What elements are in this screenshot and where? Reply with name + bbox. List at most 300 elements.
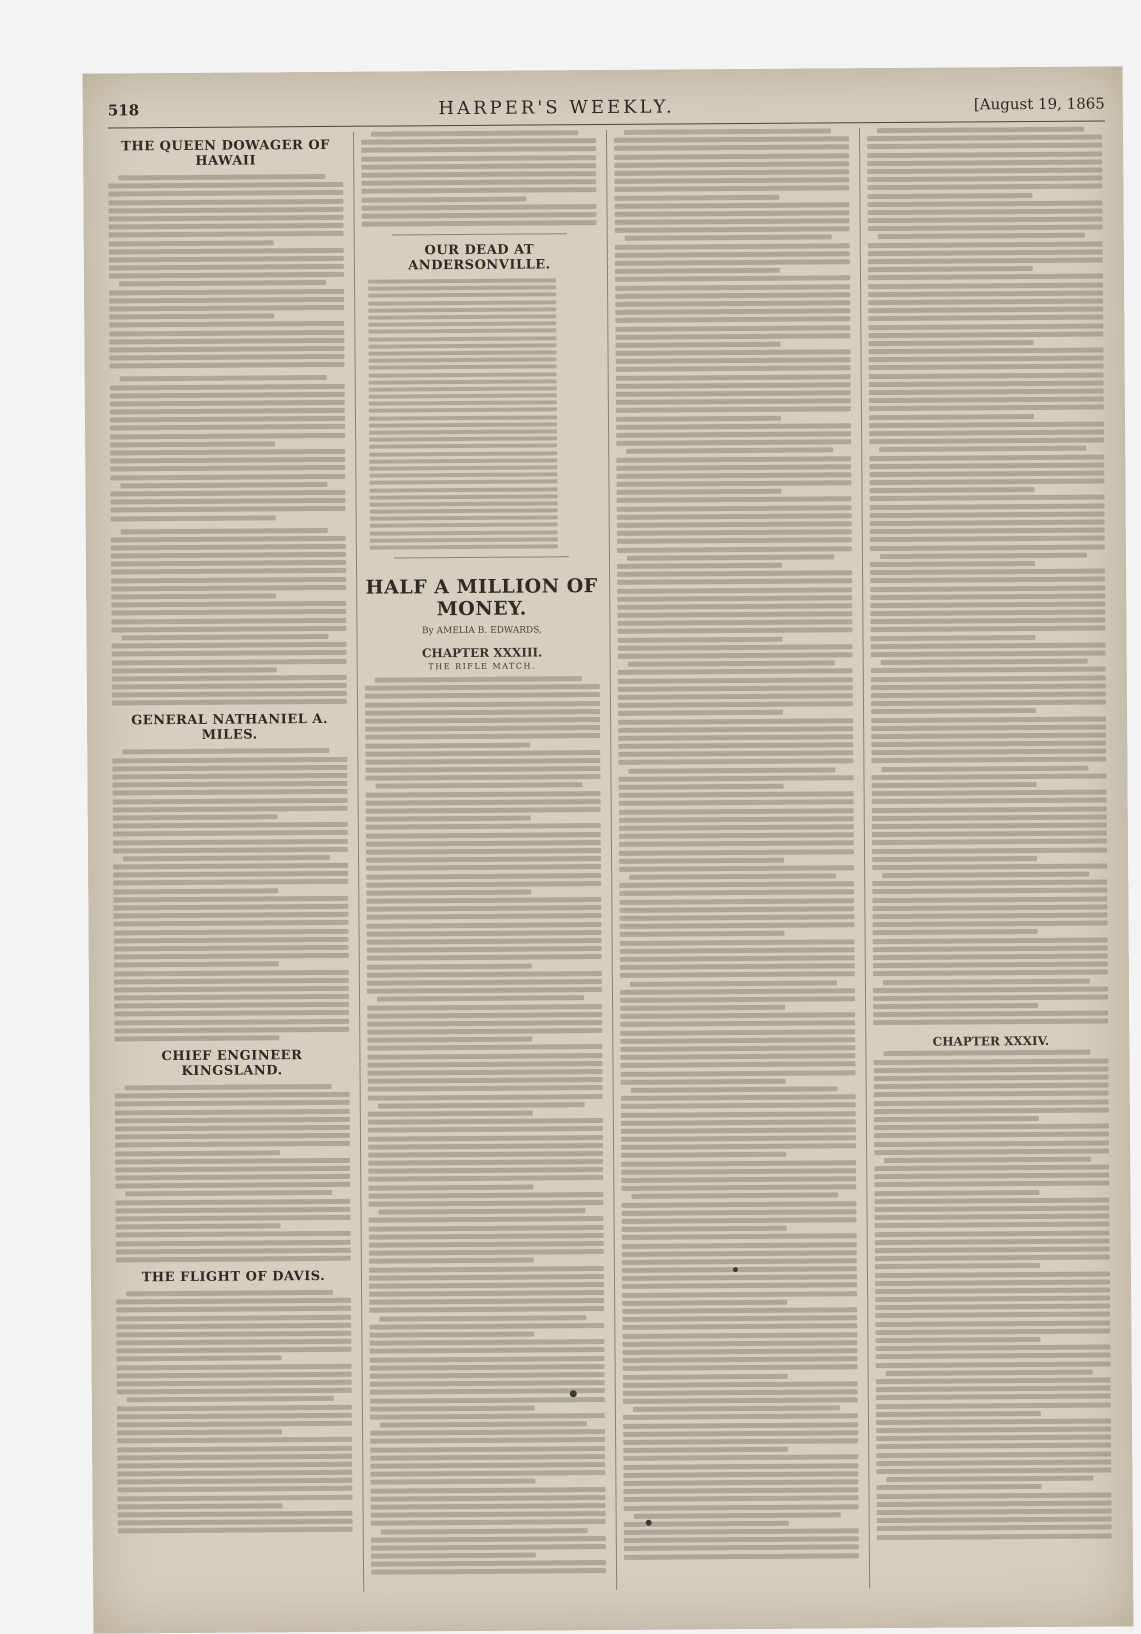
text-line (868, 217, 1103, 224)
text-line (622, 1300, 787, 1306)
text-line (370, 1479, 535, 1485)
text-line (117, 1388, 352, 1395)
text-line (872, 856, 1037, 862)
text-line (369, 415, 557, 420)
text-line (870, 569, 1105, 576)
text-line (617, 546, 852, 553)
column-3 (614, 128, 859, 1590)
publication-title: HARPER'S WEEKLY. (438, 96, 675, 119)
text-line (369, 350, 557, 355)
text-line (870, 528, 1105, 535)
text-line (874, 1083, 1109, 1090)
text-line (875, 1320, 1110, 1327)
text-line (369, 1339, 604, 1346)
text-line (623, 1487, 858, 1494)
text-line (617, 595, 852, 602)
text-line (620, 1021, 855, 1028)
text-line (615, 317, 850, 324)
text-line (110, 490, 345, 497)
text-line (617, 587, 852, 594)
text-line (876, 1443, 1111, 1450)
text-line (116, 1223, 281, 1229)
text-line (621, 1152, 786, 1158)
text-line (623, 1471, 858, 1478)
text-line (869, 462, 1104, 469)
article-headline-andersonville: OUR DEAD AT ANDERSONVILLE. (408, 242, 551, 274)
text-line (117, 1404, 352, 1411)
article-body (115, 1084, 351, 1263)
text-line (871, 749, 1106, 756)
text-line (875, 1230, 1110, 1237)
text-line (121, 634, 328, 640)
text-line (624, 128, 831, 134)
text-line (631, 1193, 838, 1199)
text-line (116, 1314, 351, 1321)
text-line (620, 947, 855, 954)
text-line (369, 1298, 604, 1305)
text-line (619, 791, 854, 798)
text-line (871, 773, 1106, 780)
text-line (368, 1167, 603, 1174)
text-line (115, 1198, 350, 1205)
text-line (367, 922, 602, 929)
text-line (623, 1447, 788, 1453)
text-line (371, 1560, 606, 1567)
text-line (113, 871, 348, 878)
text-line (875, 1312, 1110, 1319)
text-line (874, 1197, 1109, 1204)
text-line (369, 1282, 604, 1289)
text-line (869, 372, 1104, 379)
text-line (874, 1173, 1109, 1180)
text-line (112, 773, 347, 780)
text-line (115, 1141, 350, 1148)
text-line (615, 284, 850, 291)
article-headline-queen-dowager: THE QUEEN DOWAGER OF HAWAII (121, 137, 330, 169)
text-line (623, 1479, 858, 1486)
text-line (108, 198, 343, 205)
text-line (634, 1512, 841, 1518)
text-line (113, 789, 348, 796)
text-line (365, 725, 600, 732)
text-line (370, 1437, 605, 1444)
text-line (615, 300, 850, 307)
text-line (118, 1527, 353, 1534)
text-line (367, 946, 602, 953)
text-line (365, 766, 600, 773)
text-line (868, 225, 1103, 232)
text-line (875, 1304, 1110, 1311)
text-line (619, 800, 854, 807)
text-line (368, 286, 556, 291)
text-line (115, 1166, 350, 1173)
text-line (870, 601, 1105, 608)
text-line (614, 202, 849, 209)
article-body (361, 130, 597, 227)
text-line (368, 1085, 603, 1092)
separator (394, 556, 569, 558)
text-line (369, 1225, 604, 1232)
text-line (623, 1373, 788, 1379)
serial-title: HALF A MILLION OF MONEY. (365, 575, 598, 621)
text-line (622, 1234, 857, 1241)
text-line (871, 741, 1106, 748)
text-line (361, 196, 526, 202)
text-line (376, 783, 583, 789)
text-line (370, 1364, 605, 1371)
text-line (365, 750, 600, 757)
text-line (361, 204, 596, 211)
text-line (120, 375, 327, 381)
text-line (371, 1568, 606, 1575)
text-line (614, 177, 849, 184)
text-line (618, 742, 853, 749)
text-line (618, 759, 853, 766)
text-line (878, 233, 1085, 239)
text-line (874, 1107, 1109, 1114)
text-line (126, 1290, 333, 1296)
text-line (117, 1363, 352, 1370)
text-line (361, 187, 596, 194)
text-line (871, 700, 1106, 707)
text-line (114, 953, 349, 960)
text-line (868, 340, 1033, 346)
text-line (619, 816, 854, 823)
text-line (623, 1414, 858, 1421)
text-line (623, 1397, 858, 1404)
text-line (615, 308, 850, 315)
text-line (623, 1438, 858, 1445)
text-line (872, 913, 1107, 920)
text-line (367, 979, 602, 986)
text-line (621, 1070, 856, 1077)
text-line (618, 775, 853, 782)
text-line (876, 1484, 1041, 1490)
text-line (370, 1372, 605, 1379)
text-line (109, 288, 344, 295)
text-line (361, 163, 596, 170)
text-line (623, 1365, 858, 1372)
text-line (370, 1397, 605, 1404)
text-line (112, 675, 347, 682)
text-line (617, 538, 852, 545)
text-line (622, 1315, 857, 1322)
text-line (621, 1094, 856, 1101)
masthead (108, 89, 1105, 126)
text-line (116, 1322, 351, 1329)
text-line (362, 212, 597, 219)
text-line (114, 937, 349, 944)
text-line (872, 839, 1107, 846)
text-line (873, 962, 1108, 969)
text-line (872, 888, 1107, 895)
text-line (867, 135, 1102, 142)
text-line (366, 873, 601, 880)
text-line (621, 1176, 856, 1183)
text-line (619, 808, 854, 815)
text-line (366, 832, 601, 839)
text-line (369, 444, 557, 449)
text-line (871, 724, 1106, 731)
text-line (113, 904, 348, 911)
text-line (620, 996, 855, 1003)
text-line (369, 1233, 604, 1240)
text-line (127, 1396, 334, 1402)
text-line (619, 865, 854, 872)
text-line (377, 995, 584, 1001)
text-line (365, 701, 600, 708)
chapter-33-heading: CHAPTER XXXIII. (421, 645, 543, 661)
text-line (615, 218, 850, 225)
text-line (375, 676, 582, 682)
text-line (615, 268, 780, 274)
text-line (368, 1069, 603, 1076)
article-body (614, 128, 859, 1559)
text-line (114, 1010, 349, 1017)
text-line (874, 1099, 1109, 1106)
text-line (368, 322, 556, 327)
text-line (366, 889, 531, 895)
text-line (367, 1004, 602, 1011)
text-line (370, 494, 558, 499)
text-line (877, 1508, 1112, 1515)
text-line (872, 896, 1107, 903)
text-line (111, 601, 346, 608)
text-line (622, 1275, 857, 1282)
text-line (622, 1291, 857, 1298)
text-line (876, 1451, 1111, 1458)
text-line (621, 1168, 856, 1175)
text-line (371, 1503, 606, 1510)
text-line (110, 416, 345, 423)
text-line (365, 758, 600, 765)
text-line (370, 1380, 605, 1387)
text-line (623, 1356, 858, 1363)
text-line (621, 1160, 856, 1167)
text-line (369, 429, 557, 434)
text-line (869, 348, 1104, 355)
text-line (370, 1487, 605, 1494)
text-line (115, 1157, 350, 1164)
text-line (118, 1503, 283, 1509)
article-body (116, 1290, 353, 1534)
text-line (615, 325, 850, 332)
text-line (869, 389, 1104, 396)
text-line (619, 906, 854, 913)
text-line (110, 362, 345, 369)
text-line (117, 1453, 352, 1460)
text-line (109, 314, 274, 320)
text-line (874, 1075, 1109, 1082)
text-line (616, 472, 851, 479)
text-line (117, 1437, 352, 1444)
text-line (617, 579, 852, 586)
text-line (115, 1182, 350, 1189)
text-line (614, 169, 849, 176)
text-line (370, 1446, 605, 1453)
text-line (868, 290, 1103, 297)
text-line (115, 1133, 350, 1140)
text-line (109, 248, 344, 255)
text-line (616, 489, 781, 495)
text-line (368, 1126, 603, 1133)
text-line (115, 1125, 350, 1132)
text-line (369, 480, 557, 485)
text-line (620, 988, 855, 995)
text-line (369, 1306, 604, 1313)
text-line (367, 954, 602, 961)
text-line (618, 751, 853, 758)
text-line (616, 439, 851, 446)
text-line (116, 1231, 351, 1238)
text-line (622, 1258, 857, 1265)
text-line (112, 756, 347, 763)
text-line (371, 1544, 606, 1551)
text-line (368, 1175, 603, 1182)
article-body (111, 527, 347, 706)
text-line (111, 536, 346, 543)
text-line (113, 830, 348, 837)
text-line (367, 1020, 602, 1027)
text-line (870, 561, 1035, 567)
text-line (873, 1003, 1038, 1009)
text-line (119, 280, 326, 286)
text-line (881, 765, 1088, 771)
text-line (876, 1394, 1111, 1401)
text-line (370, 530, 558, 535)
text-line (880, 552, 1087, 558)
text-line (867, 193, 1032, 199)
text-line (366, 856, 601, 863)
text-line (122, 748, 329, 754)
text-line (623, 1422, 858, 1429)
text-line (111, 498, 346, 505)
text-line (869, 421, 1104, 428)
text-line (876, 1468, 1111, 1475)
text-line (629, 873, 836, 879)
text-line (621, 1201, 856, 1208)
text-line (361, 171, 596, 178)
text-line (367, 938, 602, 945)
column-1 (108, 132, 353, 1594)
text-line (883, 978, 1090, 984)
text-line (875, 1279, 1110, 1286)
text-line (620, 1005, 785, 1011)
text-line (618, 636, 783, 642)
text-line (109, 272, 344, 279)
text-line (877, 1517, 1112, 1524)
text-line (870, 610, 1105, 617)
text-line (867, 176, 1102, 183)
text-line (616, 431, 851, 438)
text-line (369, 386, 557, 391)
page-number: 518 (107, 101, 140, 120)
text-line (117, 1429, 282, 1435)
text-line (616, 366, 851, 373)
text-line (366, 791, 601, 798)
text-line (369, 365, 557, 370)
text-line (110, 400, 345, 407)
issue-date: [August 19, 1865 (973, 94, 1105, 114)
text-line (870, 618, 1105, 625)
text-line (368, 293, 556, 298)
text-line (366, 848, 601, 855)
text-line (368, 1143, 603, 1150)
text-line (361, 179, 596, 186)
text-line (368, 1135, 603, 1142)
text-line (876, 1418, 1111, 1425)
text-line (875, 1345, 1110, 1352)
text-line (616, 407, 851, 414)
text-line (628, 767, 835, 773)
text-line (368, 1151, 603, 1158)
text-line (623, 1389, 858, 1396)
text-line (622, 1226, 787, 1232)
text-line (618, 652, 853, 659)
text-line (115, 1117, 350, 1124)
text-line (870, 503, 1105, 510)
text-line (108, 190, 343, 197)
text-line (110, 383, 345, 390)
text-line (869, 479, 1104, 486)
text-line (623, 1463, 858, 1470)
text-line (114, 994, 349, 1001)
text-line (870, 626, 1105, 633)
text-line (620, 922, 855, 929)
text-line (867, 143, 1102, 150)
text-line (883, 1050, 1090, 1056)
text-line (368, 329, 556, 334)
text-line (614, 136, 849, 143)
text-line (365, 692, 600, 699)
text-line (618, 710, 783, 716)
text-line (617, 513, 852, 520)
text-line (111, 515, 276, 521)
text-line (371, 1495, 606, 1502)
text-line (875, 1263, 1040, 1269)
text-line (113, 822, 348, 829)
text-line (367, 1012, 602, 1019)
text-line (116, 1331, 351, 1338)
text-line (114, 945, 349, 952)
text-line (621, 1144, 856, 1151)
text-line (619, 914, 854, 921)
text-line (622, 1217, 857, 1224)
text-line (615, 227, 850, 234)
text-line (869, 438, 1104, 445)
text-line (874, 1132, 1109, 1139)
text-line (868, 323, 1103, 330)
text-line (109, 207, 344, 214)
text-line (109, 305, 344, 312)
text-line (614, 186, 849, 193)
text-line (615, 210, 850, 217)
text-line (872, 863, 1107, 870)
text-line (113, 814, 278, 820)
text-line (619, 824, 854, 831)
text-line (109, 346, 344, 353)
text-line (370, 1413, 605, 1420)
text-line (871, 732, 1106, 739)
text-line (109, 256, 344, 263)
text-line (630, 980, 837, 986)
text-line (113, 879, 348, 886)
text-line (616, 358, 851, 365)
text-line (872, 880, 1107, 887)
text-line (623, 1455, 858, 1462)
text-line (113, 847, 348, 854)
text-line (871, 635, 1036, 641)
